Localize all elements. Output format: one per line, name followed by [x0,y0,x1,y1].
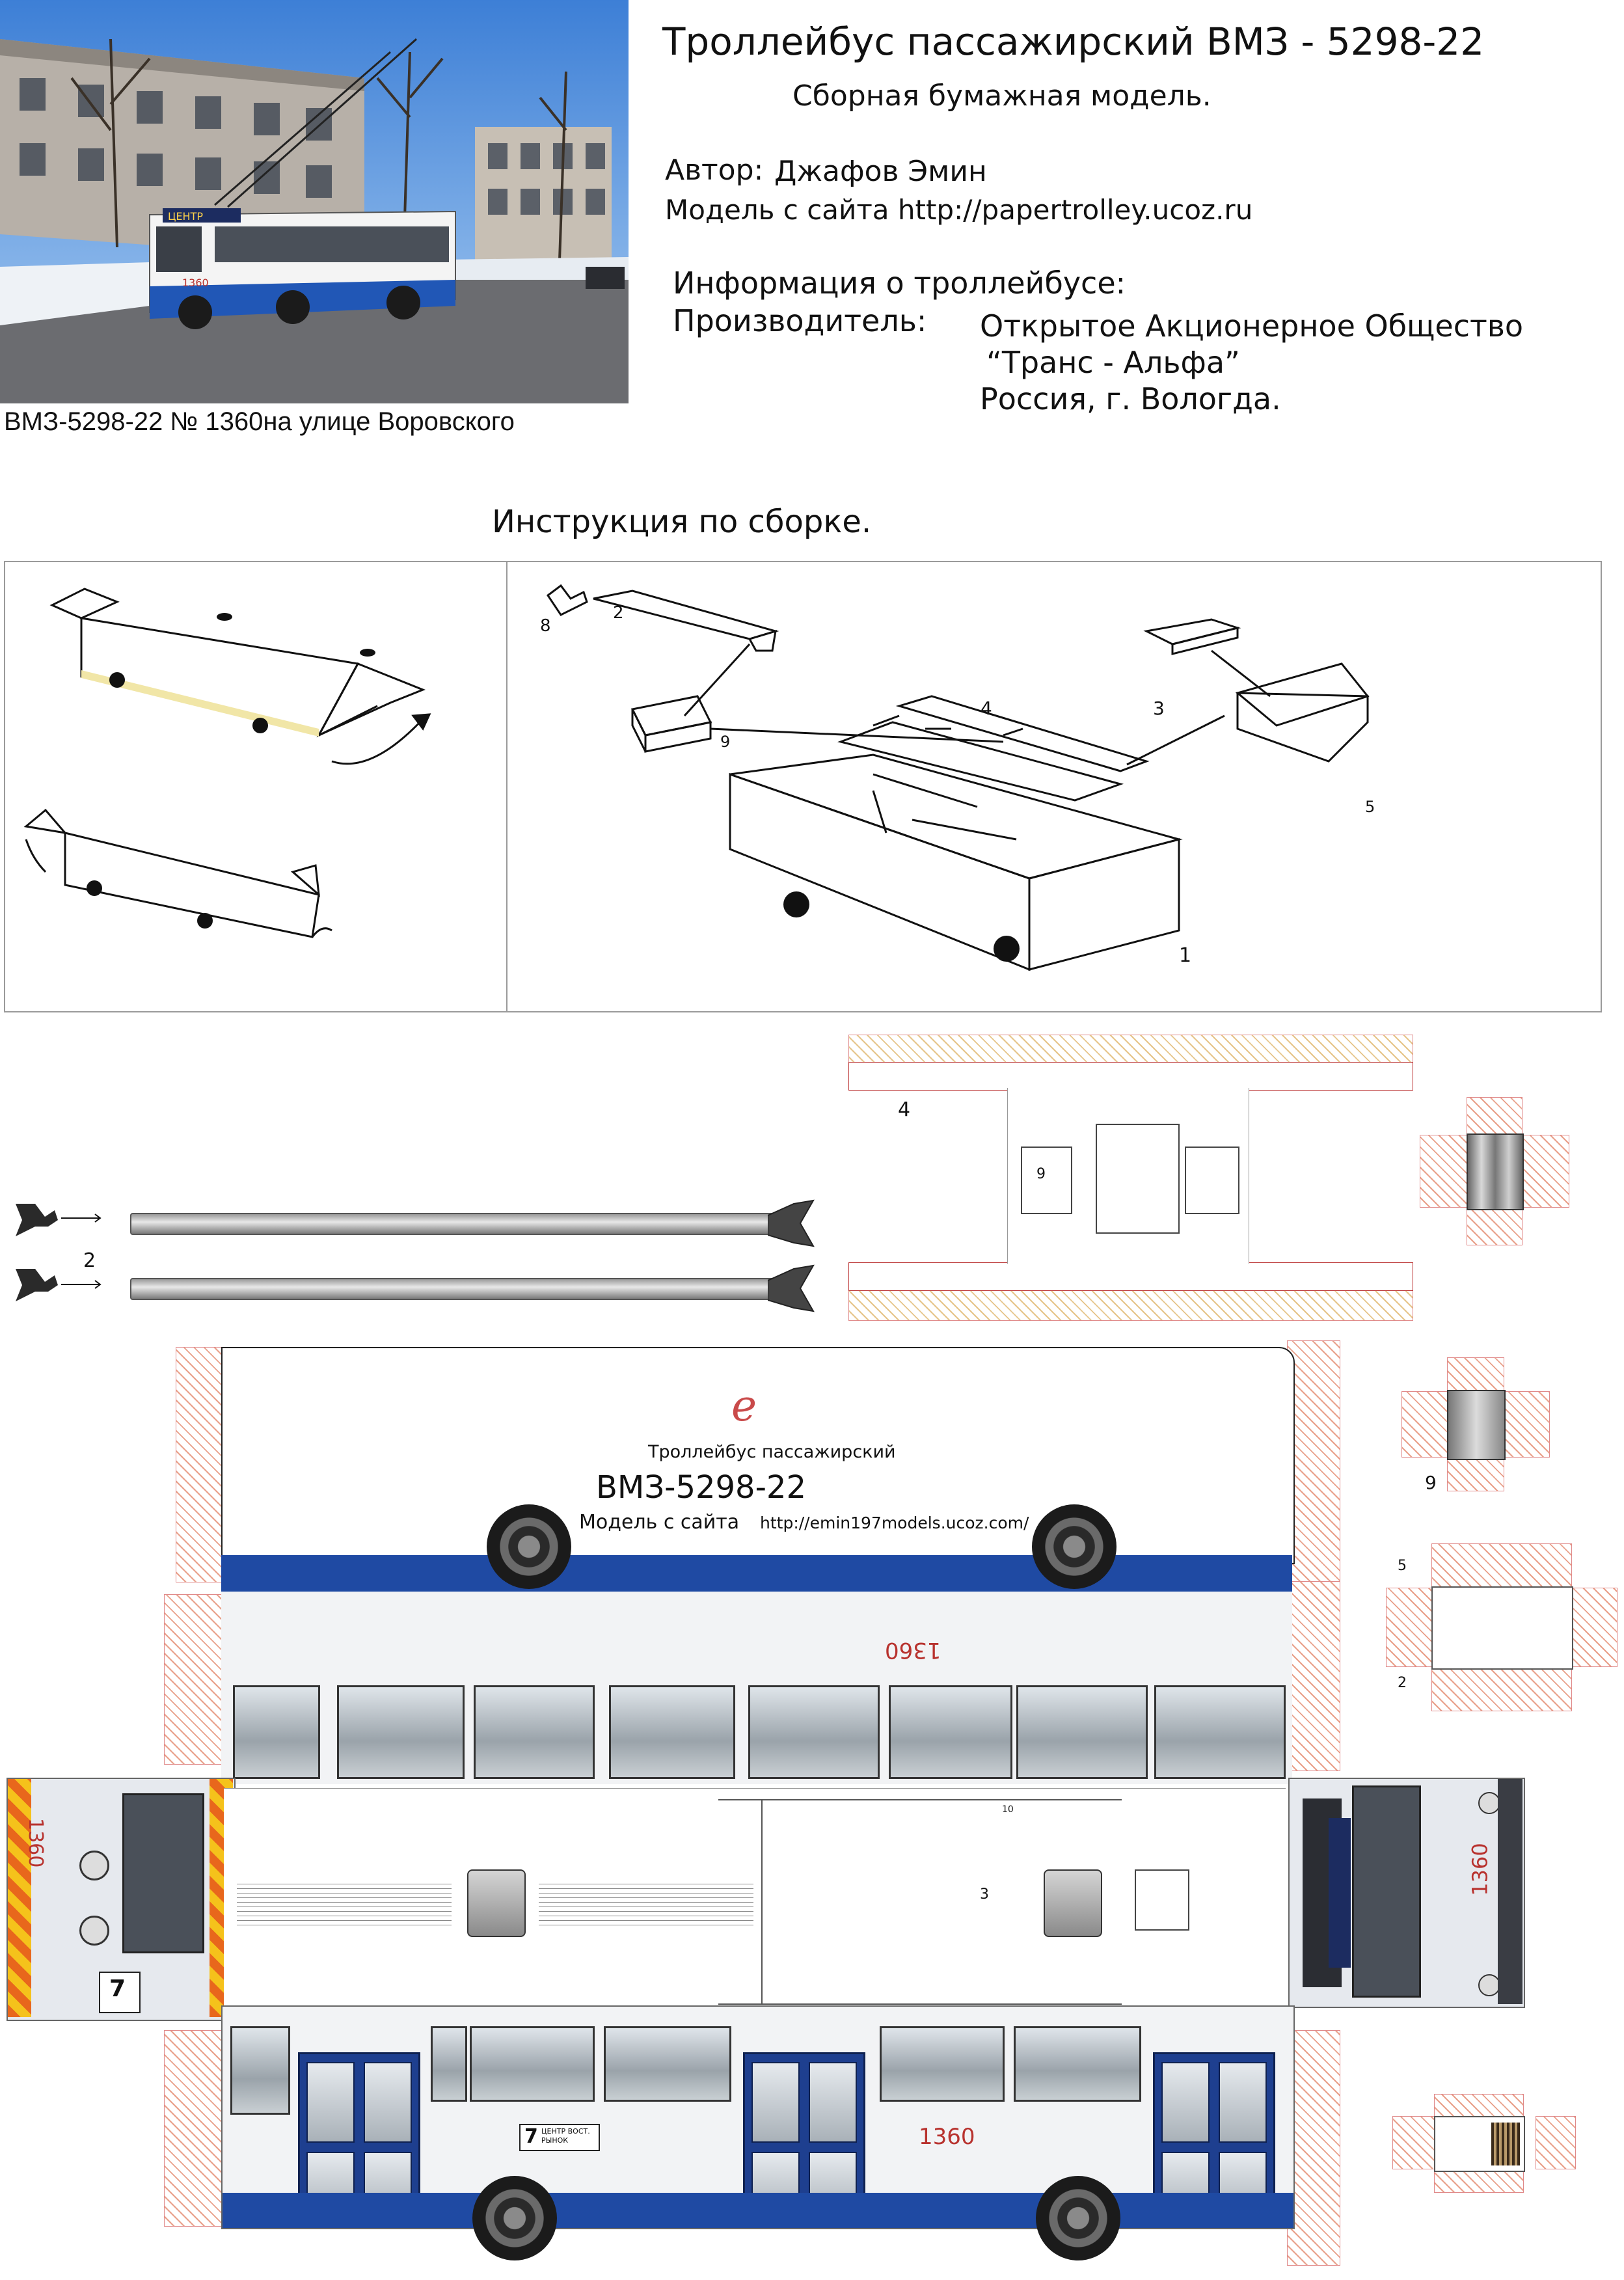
box-9-body [1447,1390,1506,1460]
side-upper-window-2 [337,1685,465,1779]
box-c-tab-bottom [1434,2169,1524,2193]
box-c-tab-left [1392,2116,1435,2169]
body-site-url: http://emin197models.ucoz.com/ [760,1513,1029,1532]
side-upper-window-6 [889,1685,1012,1779]
side-lower-fleet-number: 1360 [919,2124,975,2150]
box-a-tab-top [1467,1097,1522,1135]
box-5-tab-left [1386,1588,1433,1667]
box-5-body [1431,1586,1573,1670]
side-upper-window-3 [474,1685,595,1779]
roof-vent-left [467,1869,526,1937]
roof-hatch-center [1096,1124,1180,1234]
side-upper-blue-stripe [221,1555,1292,1592]
side-upper-window-8 [1154,1685,1286,1779]
box-9-tab-left [1401,1391,1448,1458]
box-c-tab-right [1536,2116,1576,2169]
body-tab-left-top [176,1347,223,1582]
box-c-grille [1491,2123,1520,2165]
assembly-sketch-left [7,566,505,1009]
rear-panel [7,1778,236,2021]
instructions-heading: Инструкция по сборке. [492,504,872,540]
pole-heads [768,1197,820,1321]
roof-box-label: 9 [1036,1166,1046,1182]
rear-fleet-number: 1360 [24,1818,47,1868]
side-upper-window-7 [1016,1685,1148,1779]
body-tab-right-top [1287,1340,1340,1589]
maker-line-2: “Транс - Альфа” [986,345,1240,380]
roof-vent-right [1044,1869,1102,1937]
box-a-tab-bottom [1467,1208,1522,1245]
roof-outline-bottom [718,2003,1122,2005]
box-9-tab-top [1447,1357,1504,1391]
box-5-tab-right [1571,1588,1617,1667]
body-side-lower [221,2005,1295,2229]
brand-logo: e [731,1381,757,1431]
site-line: Модель с сайта http://papertrolley.ucoz.ru [665,194,1253,226]
roof-outline-top [718,1799,1122,1800]
side-lower-window-3 [470,2026,595,2102]
rear-route-plate [99,1972,141,2013]
box-5-label: 5 [1398,1558,1407,1574]
roof-ribs-center [539,1880,753,1925]
box-9-label: 9 [1425,1472,1437,1493]
roof-hatch-right [1185,1147,1239,1214]
assembly-sketch-right [509,566,1598,1009]
side-route-number: 7 [524,2125,538,2148]
instr-label-3: 3 [1153,698,1165,719]
roof-strip-top [848,1062,1413,1091]
instr-label-8: 8 [540,616,551,636]
side-upper-window-4 [609,1685,735,1779]
rear-lamp-2 [79,1916,109,1946]
side-lower-blue-stripe [223,2193,1293,2228]
photo-fleet-number: 1360 [182,277,209,289]
author-label: Автор: [665,154,764,187]
roof-outline-divider [761,1799,763,2003]
side-lower-window-2 [431,2026,467,2102]
front-panel [1288,1778,1525,2008]
instr-label-5: 5 [1365,798,1375,816]
body-tab-right-bottom [1287,2030,1340,2266]
front-lamp-bottom [1478,1974,1500,1996]
instr-label-9: 9 [720,733,731,751]
wheel-lower-rear [1036,2176,1120,2260]
wheel-upper-rear [1032,1504,1116,1589]
roof-center [1007,1088,1249,1264]
instr-label-4: 4 [981,698,992,719]
roof-ribs-left [237,1880,452,1925]
front-lamp-top [1478,1792,1500,1814]
roof-hatch-square [1135,1869,1189,1931]
maker-line-1: Открытое Акционерное Общество [980,308,1524,344]
roof-hatch-left [1021,1147,1072,1214]
rear-window [122,1793,204,1953]
info-heading: Информация о троллейбусе: [673,265,1126,301]
box-9-tab-bottom [1447,1458,1504,1491]
page-title: Троллейбус пассажирский ВМЗ - 5298-22 [662,20,1485,64]
instr-label-2: 2 [613,603,624,623]
side-lower-window-5 [880,2026,1005,2102]
box-a-tab-right [1521,1135,1569,1208]
box-c-body [1434,2116,1525,2172]
box-5-tab-bottom [1431,1667,1572,1711]
roof-strip-bottom [848,1262,1413,1291]
roof-label: 4 [898,1098,911,1121]
wheel-lower-front [472,2176,557,2260]
side-route-text: ЦЕНТР ВОСТ. РЫНОК [541,2127,590,2145]
wheel-upper-front [487,1504,571,1589]
side-upper-fleet-number: 1360 [885,1637,941,1663]
box-c-tab-top [1434,2094,1524,2117]
body-caption: Троллейбус пассажирский [648,1442,896,1462]
side-route-plate [519,2124,600,2151]
box-a-body [1467,1133,1524,1210]
pole-1 [130,1213,796,1235]
trolleybus-photo [0,0,629,403]
author-name: Джафов Эмин [774,155,987,188]
body-tab-left-bottom [164,2030,225,2227]
rear-reflector-left [8,1779,31,2017]
side-lower-window-4 [604,2026,731,2102]
box-a-tab-left [1420,1135,1468,1208]
rear-lamp-1 [79,1851,109,1880]
body-tab-right-mid [1287,1581,1340,1771]
page-subtitle: Сборная бумажная модель. [792,79,1211,113]
side-upper-window-1 [233,1685,320,1779]
front-windshield [1352,1785,1421,1998]
maker-line-3: Россия, г. Вологда. [980,381,1281,416]
instructions-divider [506,561,508,1011]
side-lower-window-6 [1014,2026,1141,2102]
pole-2 [130,1278,796,1300]
front-destination-sign [1329,1818,1351,1968]
rear-route-number: 7 [109,1975,126,2002]
body-side-upper [221,1555,1292,1784]
roof-strip-label: 3 [980,1886,989,1903]
instr-label-1: 1 [1179,944,1192,967]
side-lower-window-1 [230,2026,290,2115]
roof-tab-bottom [848,1288,1413,1321]
poles-label: 2 [83,1249,96,1272]
box-9-tab-right [1503,1391,1550,1458]
side-upper-window-5 [748,1685,880,1779]
body-tab-left-mid [164,1594,225,1765]
maker-label: Производитель: [673,303,927,338]
box-5-tab-top [1431,1543,1572,1588]
body-upper-panel [221,1347,1295,1564]
photo-caption: ВМЗ-5298-22 № 1360на улице Воровского [4,407,515,436]
front-panel-edge [1498,1779,1522,2004]
body-site-label: Модель с сайта [579,1511,740,1534]
photo-destination: ЦЕНТР [168,210,203,223]
front-fleet-number: 1360 [1467,1843,1493,1896]
roof-scale-label: 10 [1002,1804,1014,1815]
body-model-name: ВМЗ-5298-22 [596,1469,806,1506]
box-5-label-bottom: 2 [1398,1675,1407,1691]
roof-top-strip [224,1788,1286,2025]
